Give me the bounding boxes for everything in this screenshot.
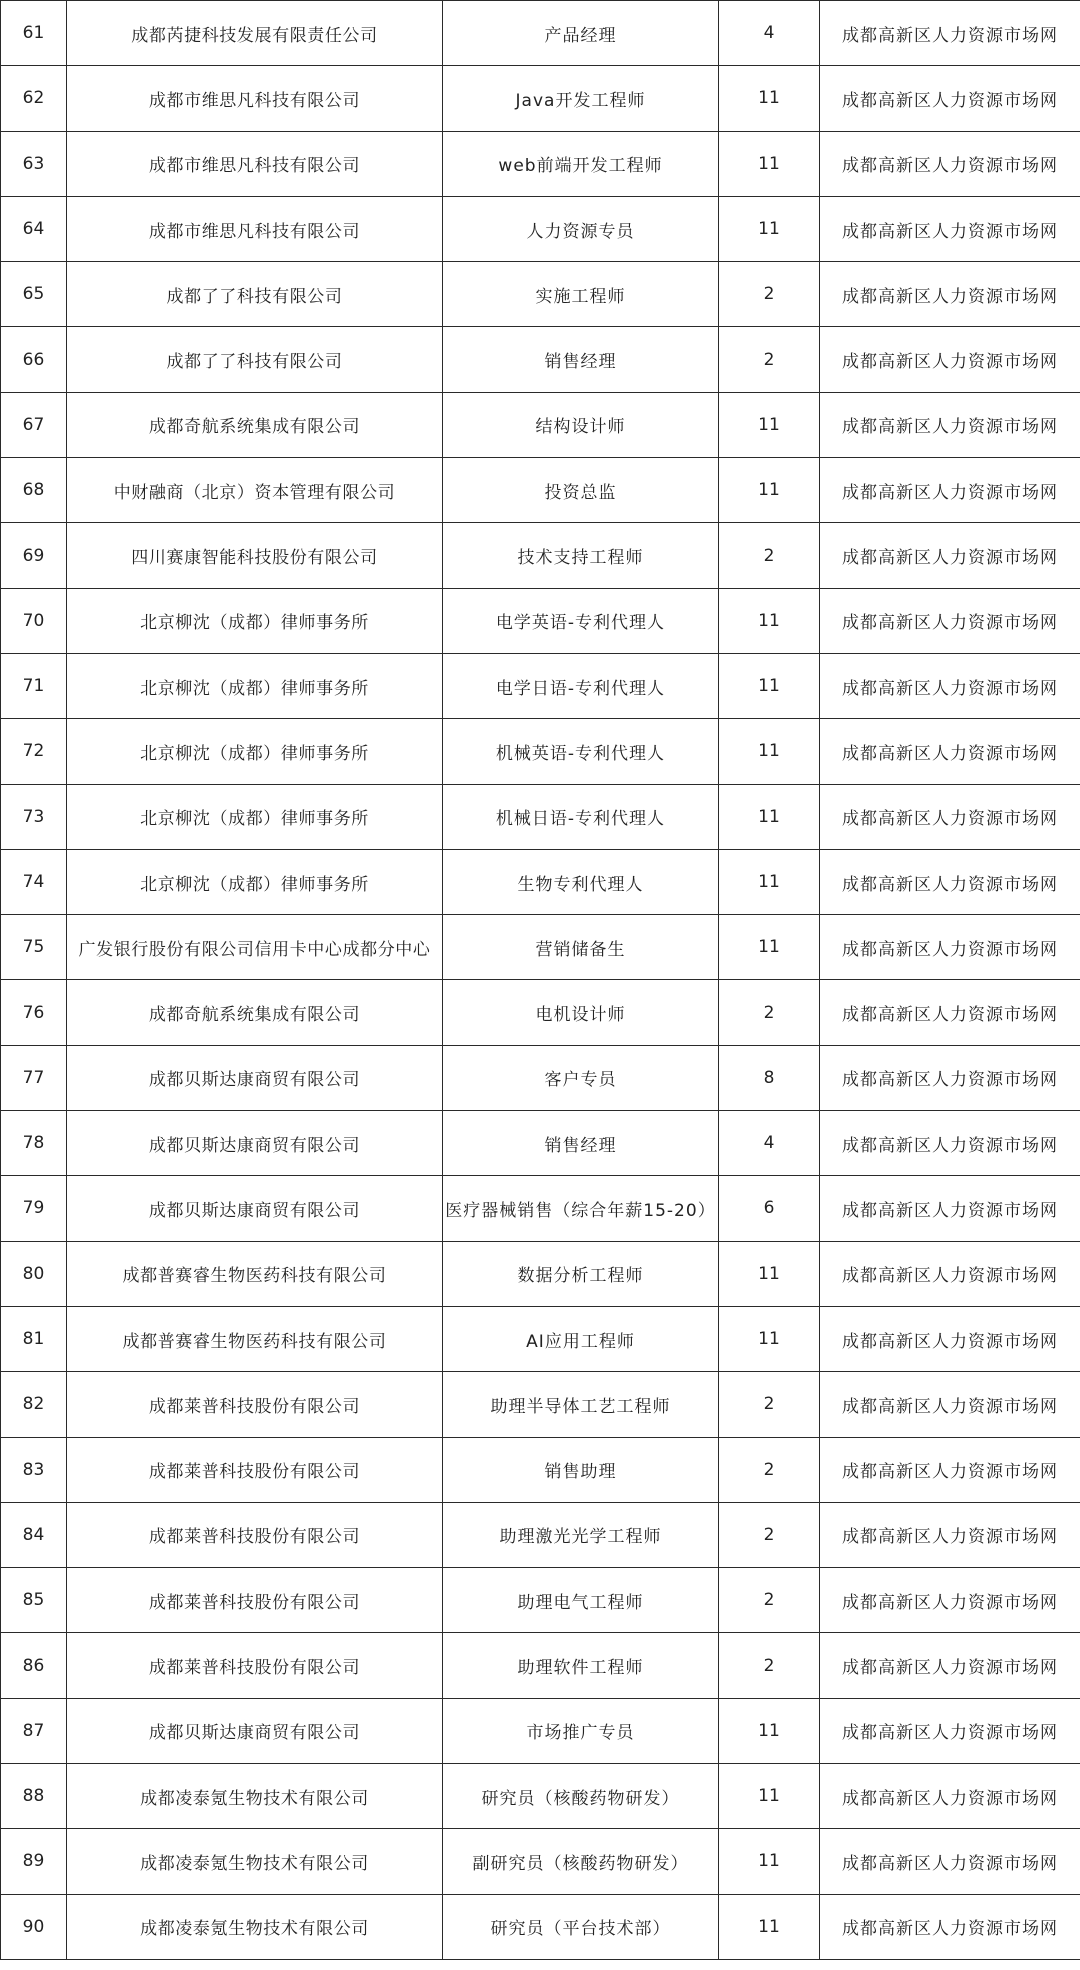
- source-cell: 成都高新区人力资源市场网: [820, 1698, 1080, 1763]
- table-row: [1, 327, 1080, 392]
- position-cell: 销售经理: [443, 327, 719, 392]
- table-row: [1, 1829, 1080, 1894]
- table-row: [1, 1045, 1080, 1110]
- headcount-cell: 8: [719, 1045, 820, 1110]
- company-name-cell: 北京柳沈（成都）律师事务所: [67, 719, 443, 784]
- source-cell: 成都高新区人力资源市场网: [820, 392, 1080, 457]
- company-name-cell: 成都莱普科技股份有限公司: [67, 1372, 443, 1437]
- table-row: [1, 196, 1080, 261]
- table-row: [1, 458, 1080, 523]
- source-cell: 成都高新区人力资源市场网: [820, 1894, 1080, 1959]
- headcount-cell: 6: [719, 1176, 820, 1241]
- row-number-cell: 70: [1, 588, 67, 653]
- position-cell: 营销储备生: [443, 915, 719, 980]
- table-row: [1, 1568, 1080, 1633]
- company-name-cell: 四川赛康智能科技股份有限公司: [67, 523, 443, 588]
- source-cell: 成都高新区人力资源市场网: [820, 849, 1080, 914]
- position-cell: 助理电气工程师: [443, 1568, 719, 1633]
- source-cell: 成都高新区人力资源市场网: [820, 1633, 1080, 1698]
- table-row: [1, 1502, 1080, 1567]
- headcount-cell: 11: [719, 66, 820, 131]
- headcount-cell: 2: [719, 1633, 820, 1698]
- position-cell: 数据分析工程师: [443, 1241, 719, 1306]
- company-name-cell: 成都市维思凡科技有限公司: [67, 131, 443, 196]
- headcount-cell: 11: [719, 458, 820, 523]
- headcount-cell: 2: [719, 1568, 820, 1633]
- row-number-cell: 66: [1, 327, 67, 392]
- row-number-cell: 76: [1, 980, 67, 1045]
- table-row: [1, 1437, 1080, 1502]
- table-row: [1, 523, 1080, 588]
- position-cell: 助理半导体工艺工程师: [443, 1372, 719, 1437]
- company-name-cell: 成都莱普科技股份有限公司: [67, 1437, 443, 1502]
- source-cell: 成都高新区人力资源市场网: [820, 915, 1080, 980]
- company-name-cell: 成都贝斯达康商贸有限公司: [67, 1045, 443, 1110]
- table-row: [1, 719, 1080, 784]
- source-cell: 成都高新区人力资源市场网: [820, 588, 1080, 653]
- source-cell: 成都高新区人力资源市场网: [820, 719, 1080, 784]
- headcount-cell: 11: [719, 719, 820, 784]
- source-cell: 成都高新区人力资源市场网: [820, 262, 1080, 327]
- position-cell: 客户专员: [443, 1045, 719, 1110]
- source-cell: 成都高新区人力资源市场网: [820, 1, 1080, 66]
- row-number-cell: 77: [1, 1045, 67, 1110]
- source-cell: 成都高新区人力资源市场网: [820, 1829, 1080, 1894]
- position-cell: 医疗器械销售（综合年薪15-20）: [443, 1176, 719, 1241]
- position-cell: 产品经理: [443, 1, 719, 66]
- position-cell: web前端开发工程师: [443, 131, 719, 196]
- headcount-cell: 11: [719, 588, 820, 653]
- row-number-cell: 67: [1, 392, 67, 457]
- source-cell: 成都高新区人力资源市场网: [820, 1764, 1080, 1829]
- row-number-cell: 82: [1, 1372, 67, 1437]
- row-number-cell: 86: [1, 1633, 67, 1698]
- source-cell: 成都高新区人力资源市场网: [820, 653, 1080, 718]
- source-cell: 成都高新区人力资源市场网: [820, 1437, 1080, 1502]
- table-row: [1, 784, 1080, 849]
- company-name-cell: 成都普赛睿生物医药科技有限公司: [67, 1241, 443, 1306]
- position-cell: 技术支持工程师: [443, 523, 719, 588]
- source-cell: 成都高新区人力资源市场网: [820, 1502, 1080, 1567]
- headcount-cell: 11: [719, 1764, 820, 1829]
- company-name-cell: 成都贝斯达康商贸有限公司: [67, 1111, 443, 1176]
- source-cell: 成都高新区人力资源市场网: [820, 523, 1080, 588]
- row-number-cell: 69: [1, 523, 67, 588]
- company-name-cell: 北京柳沈（成都）律师事务所: [67, 784, 443, 849]
- position-cell: AI应用工程师: [443, 1306, 719, 1371]
- source-cell: 成都高新区人力资源市场网: [820, 1241, 1080, 1306]
- position-cell: 实施工程师: [443, 262, 719, 327]
- row-number-cell: 73: [1, 784, 67, 849]
- position-cell: 销售助理: [443, 1437, 719, 1502]
- position-cell: 人力资源专员: [443, 196, 719, 261]
- headcount-cell: 2: [719, 1372, 820, 1437]
- table-row: [1, 980, 1080, 1045]
- row-number-cell: 83: [1, 1437, 67, 1502]
- company-name-cell: 成都奇航系统集成有限公司: [67, 392, 443, 457]
- row-number-cell: 87: [1, 1698, 67, 1763]
- source-cell: 成都高新区人力资源市场网: [820, 784, 1080, 849]
- headcount-cell: 11: [719, 131, 820, 196]
- table-row: [1, 1764, 1080, 1829]
- position-cell: 投资总监: [443, 458, 719, 523]
- company-name-cell: 成都莱普科技股份有限公司: [67, 1568, 443, 1633]
- position-cell: 电机设计师: [443, 980, 719, 1045]
- table-row: [1, 1894, 1080, 1959]
- row-number-cell: 88: [1, 1764, 67, 1829]
- row-number-cell: 81: [1, 1306, 67, 1371]
- company-name-cell: 成都市维思凡科技有限公司: [67, 66, 443, 131]
- row-number-cell: 85: [1, 1568, 67, 1633]
- headcount-cell: 11: [719, 915, 820, 980]
- source-cell: 成都高新区人力资源市场网: [820, 1306, 1080, 1371]
- company-name-cell: 成都凌泰氪生物技术有限公司: [67, 1829, 443, 1894]
- company-name-cell: 成都凌泰氪生物技术有限公司: [67, 1764, 443, 1829]
- table-row: [1, 1111, 1080, 1176]
- table-row: [1, 1633, 1080, 1698]
- table-row: [1, 1306, 1080, 1371]
- source-cell: 成都高新区人力资源市场网: [820, 1568, 1080, 1633]
- position-cell: 市场推广专员: [443, 1698, 719, 1763]
- position-cell: 结构设计师: [443, 392, 719, 457]
- company-name-cell: 成都凌泰氪生物技术有限公司: [67, 1894, 443, 1959]
- row-number-cell: 63: [1, 131, 67, 196]
- source-cell: 成都高新区人力资源市场网: [820, 131, 1080, 196]
- row-number-cell: 62: [1, 66, 67, 131]
- table-row: [1, 392, 1080, 457]
- row-number-cell: 90: [1, 1894, 67, 1959]
- row-number-cell: 75: [1, 915, 67, 980]
- position-cell: 研究员（核酸药物研发）: [443, 1764, 719, 1829]
- position-cell: 销售经理: [443, 1111, 719, 1176]
- table-row: [1, 262, 1080, 327]
- source-cell: 成都高新区人力资源市场网: [820, 1372, 1080, 1437]
- table-row: [1, 1176, 1080, 1241]
- row-number-cell: 72: [1, 719, 67, 784]
- source-cell: 成都高新区人力资源市场网: [820, 1045, 1080, 1110]
- headcount-cell: 11: [719, 1241, 820, 1306]
- headcount-cell: 11: [719, 784, 820, 849]
- row-number-cell: 84: [1, 1502, 67, 1567]
- row-number-cell: 74: [1, 849, 67, 914]
- company-name-cell: 成都市维思凡科技有限公司: [67, 196, 443, 261]
- headcount-cell: 2: [719, 327, 820, 392]
- headcount-cell: 11: [719, 849, 820, 914]
- table-row: [1, 1241, 1080, 1306]
- position-cell: 机械日语-专利代理人: [443, 784, 719, 849]
- table-row: [1, 1, 1080, 66]
- row-number-cell: 78: [1, 1111, 67, 1176]
- row-number-cell: 65: [1, 262, 67, 327]
- company-name-cell: 成都贝斯达康商贸有限公司: [67, 1698, 443, 1763]
- position-cell: 机械英语-专利代理人: [443, 719, 719, 784]
- source-cell: 成都高新区人力资源市场网: [820, 327, 1080, 392]
- row-number-cell: 79: [1, 1176, 67, 1241]
- row-number-cell: 68: [1, 458, 67, 523]
- company-name-cell: 广发银行股份有限公司信用卡中心成都分中心: [67, 915, 443, 980]
- company-name-cell: 成都了了科技有限公司: [67, 262, 443, 327]
- table-row: [1, 915, 1080, 980]
- position-cell: 助理软件工程师: [443, 1633, 719, 1698]
- table-row: [1, 1698, 1080, 1763]
- source-cell: 成都高新区人力资源市场网: [820, 980, 1080, 1045]
- company-name-cell: 成都贝斯达康商贸有限公司: [67, 1176, 443, 1241]
- source-cell: 成都高新区人力资源市场网: [820, 1111, 1080, 1176]
- headcount-cell: 11: [719, 1306, 820, 1371]
- headcount-cell: 2: [719, 1502, 820, 1567]
- headcount-cell: 2: [719, 1437, 820, 1502]
- source-cell: 成都高新区人力资源市场网: [820, 66, 1080, 131]
- row-number-cell: 61: [1, 1, 67, 66]
- position-cell: 电学日语-专利代理人: [443, 653, 719, 718]
- position-cell: 副研究员（核酸药物研发）: [443, 1829, 719, 1894]
- row-number-cell: 64: [1, 196, 67, 261]
- headcount-cell: 11: [719, 392, 820, 457]
- source-cell: 成都高新区人力资源市场网: [820, 1176, 1080, 1241]
- position-cell: 电学英语-专利代理人: [443, 588, 719, 653]
- headcount-cell: 11: [719, 1829, 820, 1894]
- headcount-cell: 4: [719, 1111, 820, 1176]
- company-name-cell: 北京柳沈（成都）律师事务所: [67, 588, 443, 653]
- row-number-cell: 80: [1, 1241, 67, 1306]
- headcount-cell: 11: [719, 196, 820, 261]
- company-name-cell: 北京柳沈（成都）律师事务所: [67, 653, 443, 718]
- headcount-cell: 2: [719, 523, 820, 588]
- headcount-cell: 11: [719, 1894, 820, 1959]
- table-row: [1, 849, 1080, 914]
- table-row: [1, 1372, 1080, 1437]
- company-name-cell: 成都莱普科技股份有限公司: [67, 1502, 443, 1567]
- headcount-cell: 11: [719, 1698, 820, 1763]
- table-body: [1, 1, 1080, 1960]
- company-name-cell: 成都芮捷科技发展有限责任公司: [67, 1, 443, 66]
- table-row: [1, 131, 1080, 196]
- row-number-cell: 71: [1, 653, 67, 718]
- position-cell: 助理激光光学工程师: [443, 1502, 719, 1567]
- source-cell: 成都高新区人力资源市场网: [820, 196, 1080, 261]
- company-name-cell: 中财融商（北京）资本管理有限公司: [67, 458, 443, 523]
- headcount-cell: 4: [719, 1, 820, 66]
- position-cell: 生物专利代理人: [443, 849, 719, 914]
- source-cell: 成都高新区人力资源市场网: [820, 458, 1080, 523]
- headcount-cell: 2: [719, 262, 820, 327]
- position-cell: Java开发工程师: [443, 66, 719, 131]
- company-name-cell: 成都普赛睿生物医药科技有限公司: [67, 1306, 443, 1371]
- row-number-cell: 89: [1, 1829, 67, 1894]
- headcount-cell: 2: [719, 980, 820, 1045]
- position-cell: 研究员（平台技术部）: [443, 1894, 719, 1959]
- company-name-cell: 成都莱普科技股份有限公司: [67, 1633, 443, 1698]
- table-row: [1, 66, 1080, 131]
- company-name-cell: 成都了了科技有限公司: [67, 327, 443, 392]
- table-row: [1, 653, 1080, 718]
- company-name-cell: 北京柳沈（成都）律师事务所: [67, 849, 443, 914]
- company-name-cell: 成都奇航系统集成有限公司: [67, 980, 443, 1045]
- table-row: [1, 588, 1080, 653]
- headcount-cell: 11: [719, 653, 820, 718]
